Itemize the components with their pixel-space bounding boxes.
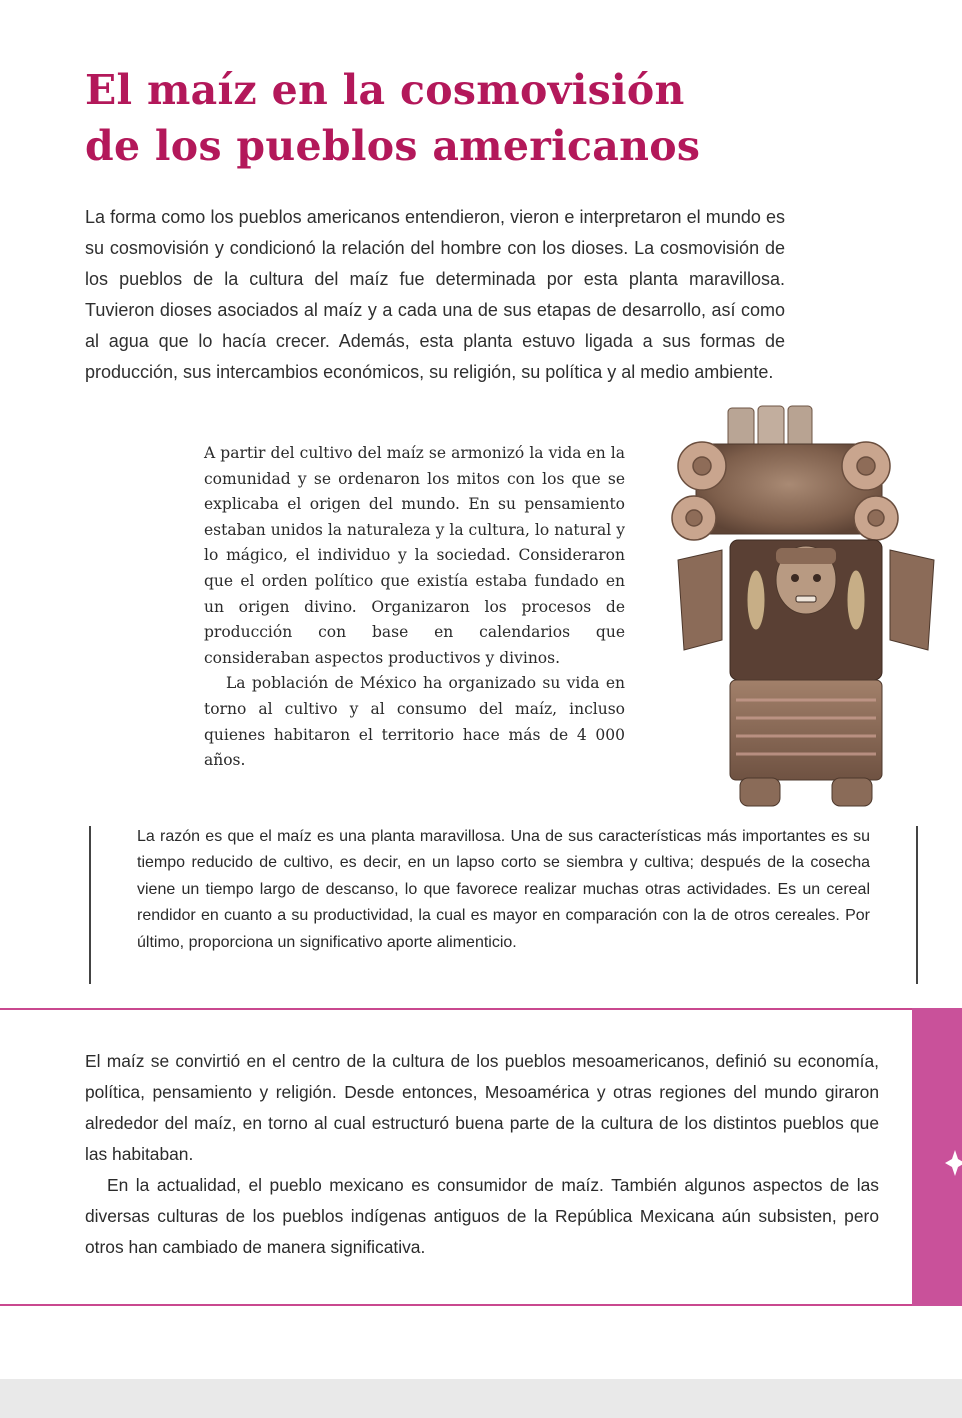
quote-rule-left [89, 826, 91, 984]
closing-paragraph-1: El maíz se convirtió en el centro de la cultura de los pueblos mesoamericanos, definió su economía, política, pensamiento y religión. Desde entonces, Mesoamérica y otras regiones del mundo giraron alrededor del maíz, en torno al cual estructuró buena parte de la cultura de los distintos pueblos que las habitaban. [85, 1051, 879, 1164]
star-icon [945, 1150, 962, 1176]
title-line-2: de los pueblos americanos [85, 122, 701, 170]
intro-paragraph: La forma como los pueblos americanos entendieron, vieron e interpretaron el mundo es su cosmovisión y condicionó la relación del hombre con los dioses. La cosmovisión de los pueblos de la cultura del maíz fue determinada por esta planta maravillosa. Tuvieron dioses asociados al maíz y a cada una de sus etapas de desarrollo, así como al agua que lo hacía crecer. Además, esta planta estuvo ligada a sus formas de producción, sus intercambios económicos, su religión, su política y al medio ambiente. [85, 207, 785, 382]
quote-rule-right [916, 826, 918, 984]
section-divider-top [0, 1008, 912, 1010]
title-line-1: El maíz en la cosmovisión [85, 66, 685, 114]
page-title [85, 62, 785, 174]
serif-paragraph-1: A partir del cultivo del maíz se armonizó la vida en la comunidad y se ordenaron los mitos con los que se explicaba el origen del mundo. En su pensamiento estaban unidos la naturaleza y la cultura, lo natural y lo mágico, el individuo y la sociedad. Consideraron que el orden político que existía estaba fundado en un origen divino. Organizaron los procesos de producción con base en calendarios que consideraban aspectos productivos y divinos. [204, 444, 625, 667]
section-divider-bottom [0, 1304, 912, 1306]
serif-paragraph-2: La población de México ha organizado su vida en torno al cultivo y al consumo del maíz, incluso quienes habitaron el territorio hace más de 4 000 años. [204, 674, 625, 770]
quote-paragraph: La razón es que el maíz es una planta maravillosa. Una de sus características más importantes es su tiempo reducido de cultivo, es decir, en un lapso corto se siembra y cultiva; después de la cosecha viene un tiempo largo de descanso, lo que favorece realizar muchas otras actividades. Es un cereal rendidor en cuanto a su productividad, la cual es mayor en comparación con la de otros cereales. Por último, proporciona un significativo aporte alimenticio. [137, 828, 870, 951]
closing-paragraph-2: En la actualidad, el pueblo mexicano es consumidor de maíz. También algunos aspectos de las diversas culturas de los pueblos indígenas antiguos de la República Mexicana aún subsisten, pero otros han cambiado de manera significativa. [85, 1175, 879, 1257]
footer-strip [0, 1379, 962, 1418]
closing-text-block [85, 1046, 879, 1263]
aztec-brazier-figure [650, 400, 962, 812]
serif-text-block [204, 441, 625, 774]
